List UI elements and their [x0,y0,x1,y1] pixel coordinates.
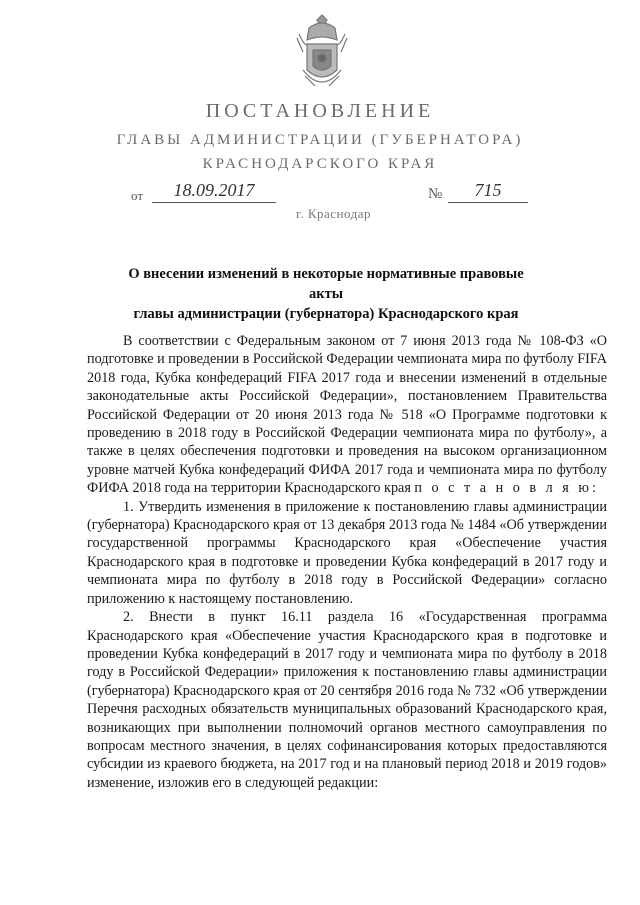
city-label: г. Краснодар [296,206,372,221]
item-2-paragraph: 2. Внести в пункт 16.11 раздела 16 «Государственная программа Краснодарского края «Обеспечение участия Краснодарского края в подготовке и проведении Кубка конфедераций в 2017 году и чемпионата мира по футболу в 2018 году в Российской Федерации» приложения к постановлению главы администрации (губернатора) Краснодарского края от 20 сентября 2016 года № 732 «Об утверждении Перечня расходных обязательств муниципальных образований Краснодарского края, возникающих при выполнении полномочий органов местного самоуправления по вопросам местного значения, в целях софинансирования которых предоставляются субсидии из краевого бюджета, на 2017 год и на плановый период 2018 и 2019 годов» изменение, изложив его в следующей редакции: [87,609,607,791]
date-value: 18.09.2017 [152,180,276,203]
issuer-heading: ГЛАВЫ АДМИНИСТРАЦИИ (ГУБЕРНАТОРА) [116,132,524,148]
coat-of-arms-icon [295,14,349,96]
title-line-1: О внесении изменений в некоторые нормативные правовые акты [128,266,524,302]
document-type-heading: ПОСТАНОВЛЕНИЕ [205,100,435,122]
item-1-paragraph: 1. Утвердить изменения в приложение к постановлению главы администрации (губернатора) Краснодарского края от 13 декабря 2013 года № 1484 «Об утверждении государственной программы Краснодарского края «Обеспечение участия Краснодарского края в подготовке и проведении Кубка конфедераций в 2017 году и чемпионата мира по футболу в 2018 году в Российской Федерации» согласно приложению к настоящему постановлению. [87,498,607,607]
region-heading: КРАСНОДАРСКОГО КРАЯ [202,156,438,172]
intro-text: В соответствии с Федеральным законом от 7 июня 2013 года № 108-ФЗ «О подготовке и проведении в Российской Федерации чемпионата мира по футболу FIFA 2018 года, Кубка конфедераций FIFA 2017 года и внесении изменений в отдельные законодательные акты Российской Федерации», постановлением Правительства Российской Федерации от 20 июня 2013 года № 518 «О Программе подготовки к проведению в 2018 году в Российской Федерации чемпионата мира по футболу», а также в целях обеспечения подготовки и проведения на высоком организационном уровне матчей Кубка конфедераций ФИФА 2017 года и чемпионата мира по футболу ФИФА 2018 года на территории Краснодарского края [87,333,607,497]
number-label: № [428,186,443,202]
document-body [87,332,607,792]
number-value: 715 [448,180,528,203]
document-title [110,264,542,324]
title-line-2: главы администрации (губернатора) Краснодарского края [133,306,519,322]
intro-paragraph [87,332,607,498]
date-label: от [131,188,144,203]
resolution-word: п о с т а н о в л я ю: [414,480,599,497]
